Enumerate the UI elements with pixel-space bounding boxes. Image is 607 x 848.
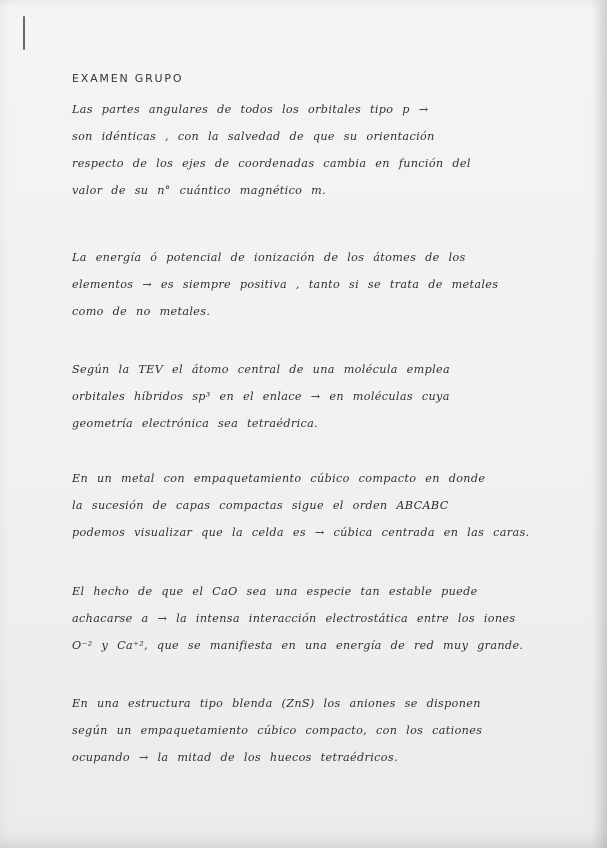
text-line: El hecho de que el CaO sea una especie tan estable puede — [72, 585, 478, 598]
paragraph-blenda — [72, 690, 572, 771]
page-title: EXAMEN GRUPO — [72, 72, 184, 85]
text-line: Las partes angulares de todos los orbitales tipo p → — [72, 103, 429, 116]
paragraph-ionizacion — [72, 244, 572, 325]
text-line: elementos → es siempre positiva , tanto si se trata de metales — [72, 278, 499, 291]
text-line: En una estructura tipo blenda (ZnS) los aniones se disponen — [72, 697, 481, 710]
text-line: son idénticas , con la salvedad de que su orientación — [72, 130, 435, 143]
paragraph-orbitales — [72, 96, 572, 204]
text-line: Según la TEV el átomo central de una molécula emplea — [72, 363, 451, 376]
text-line: O⁻² y Ca⁺², que se manifiesta en una energía de red muy grande. — [72, 639, 524, 652]
paragraph-cao — [72, 578, 572, 659]
text-line: achacarse a → la intensa interacción electrostática entre los iones — [72, 612, 516, 625]
margin-pen-mark — [23, 16, 25, 50]
text-line: ocupando → la mitad de los huecos tetraédricos. — [72, 751, 398, 764]
text-line: valor de su n° cuántico magnético m. — [72, 184, 327, 197]
text-line: según un empaquetamiento cúbico compacto, con los cationes — [72, 724, 483, 737]
text-line: como de no metales. — [72, 305, 211, 318]
page-edge-shadow — [589, 0, 607, 848]
text-line: orbitales híbridos sp³ en el enlace → en moléculas cuya — [72, 390, 450, 403]
text-line: respecto de los ejes de coordenadas cambia en función del — [72, 157, 471, 170]
paragraph-tev — [72, 356, 572, 437]
text-line: la sucesión de capas compactas sigue el orden ABCABC — [72, 499, 449, 512]
text-line: geometría electrónica sea tetraédrica. — [72, 417, 319, 430]
text-line: En un metal con empaquetamiento cúbico compacto en donde — [72, 472, 486, 485]
text-line: podemos visualizar que la celda es → cúbica centrada en las caras. — [72, 526, 530, 539]
text-line: La energía ó potencial de ionización de los átomes de los — [72, 251, 466, 264]
paragraph-metal — [72, 465, 572, 546]
